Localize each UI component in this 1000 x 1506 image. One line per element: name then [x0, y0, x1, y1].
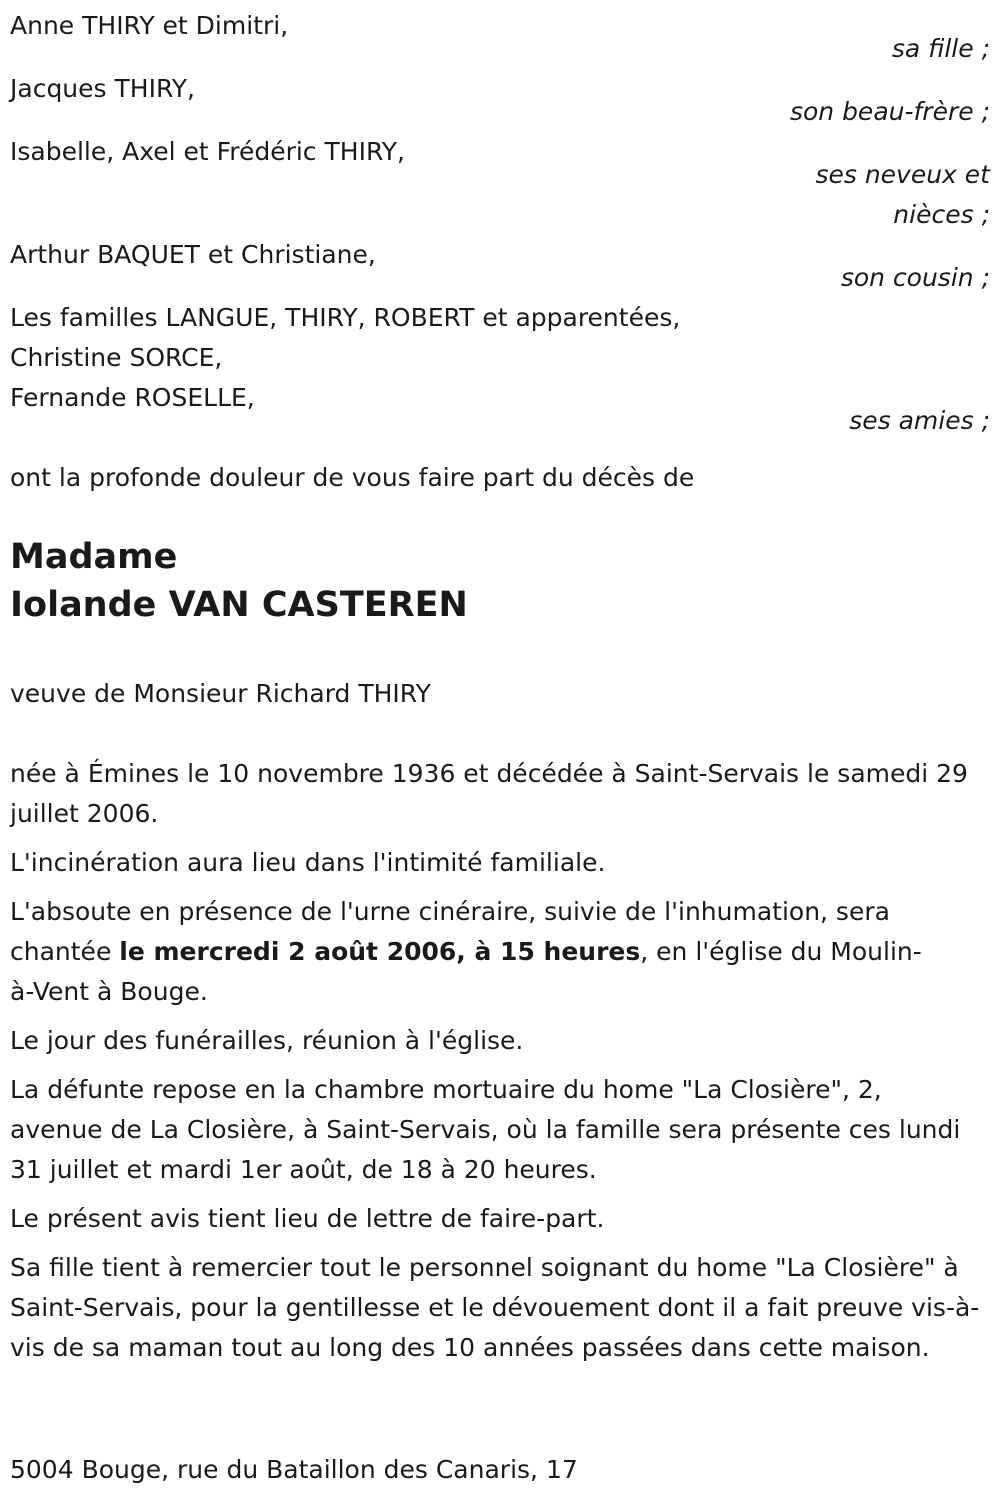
family-names: Isabelle, Axel et Frédéric THIRY,	[10, 137, 405, 166]
family-group-nephews-nieces	[10, 132, 990, 235]
deceased-title: Madame	[10, 537, 178, 577]
deceased-name: Iolande VAN CASTEREN	[10, 585, 468, 625]
family-group-daughter	[10, 6, 990, 69]
family-names: Arthur BAQUET et Christiane,	[10, 240, 376, 269]
family-group-brother-in-law	[10, 69, 990, 132]
avis-paragraph: Le présent avis tient lieu de lettre de faire-part.	[10, 1204, 605, 1233]
announcement-text	[10, 458, 990, 498]
family-names-line-2: Christine SORCE,	[10, 343, 223, 372]
widow-of	[10, 674, 990, 714]
family-group-friends	[10, 298, 990, 441]
reunion-paragraph: Le jour des funérailles, réunion à l'église.	[10, 1026, 524, 1055]
family-names-line-1: Les familles LANGUE, THIRY, ROBERT et apparentées,	[10, 303, 681, 332]
deceased-heading	[10, 533, 990, 629]
family-names: Anne THIRY et Dimitri,	[10, 11, 289, 40]
family-role: ses amies ;	[849, 406, 990, 435]
family-names-line-3: Fernande ROSELLE,	[10, 383, 255, 412]
family-names: Jacques THIRY,	[10, 74, 195, 103]
absoute-paragraph	[10, 892, 930, 1012]
announcement-line: ont la profonde douleur de vous faire part du décès de	[10, 463, 695, 492]
address-line: 5004 Bouge, rue du Bataillon des Canaris, 17	[10, 1455, 578, 1484]
family-role: son cousin ;	[840, 263, 990, 292]
absoute-date-bold: le mercredi 2 août 2006, à 15 heures	[119, 937, 641, 966]
family-group-cousin	[10, 235, 990, 298]
address	[10, 1450, 990, 1490]
incineration-paragraph: L'incinération aura lieu dans l'intimité familiale.	[10, 848, 606, 877]
family-role-line-2: nièces ;	[893, 200, 990, 229]
family-role-line-1: ses neveux et	[815, 160, 990, 189]
widow-of-line: veuve de Monsieur Richard THIRY	[10, 679, 431, 708]
body-paragraphs	[10, 754, 990, 1368]
family-role: sa fille ;	[891, 34, 990, 63]
absoute-text-before: L'absoute en présence de l'urne cinéraire, suivie de l'inhumation, sera chantée	[10, 897, 890, 966]
absoute-text-after: , en l'église du Moulin-à-Vent à Bouge.	[10, 937, 922, 1006]
remerciements-paragraph: Sa fille tient à remercier tout le personnel soignant du home "La Closière" à Saint-Servais, pour la gentillesse et le dévouement dont il a fait preuve vis-à-vis de sa maman tout au long des 10 années passées dans cette maison.	[10, 1253, 980, 1362]
family-role: son beau-frère ;	[789, 97, 990, 126]
birth-death-paragraph: née à Émines le 10 novembre 1936 et décédée à Saint-Servais le samedi 29 juillet 2006.	[10, 759, 968, 828]
repose-paragraph: La défunte repose en la chambre mortuaire du home "La Closière", 2, avenue de La Closière, à Saint-Servais, où la famille sera présente ces lundi 31 juillet et mardi 1er août, de 18 à 20 heures.	[10, 1075, 961, 1184]
